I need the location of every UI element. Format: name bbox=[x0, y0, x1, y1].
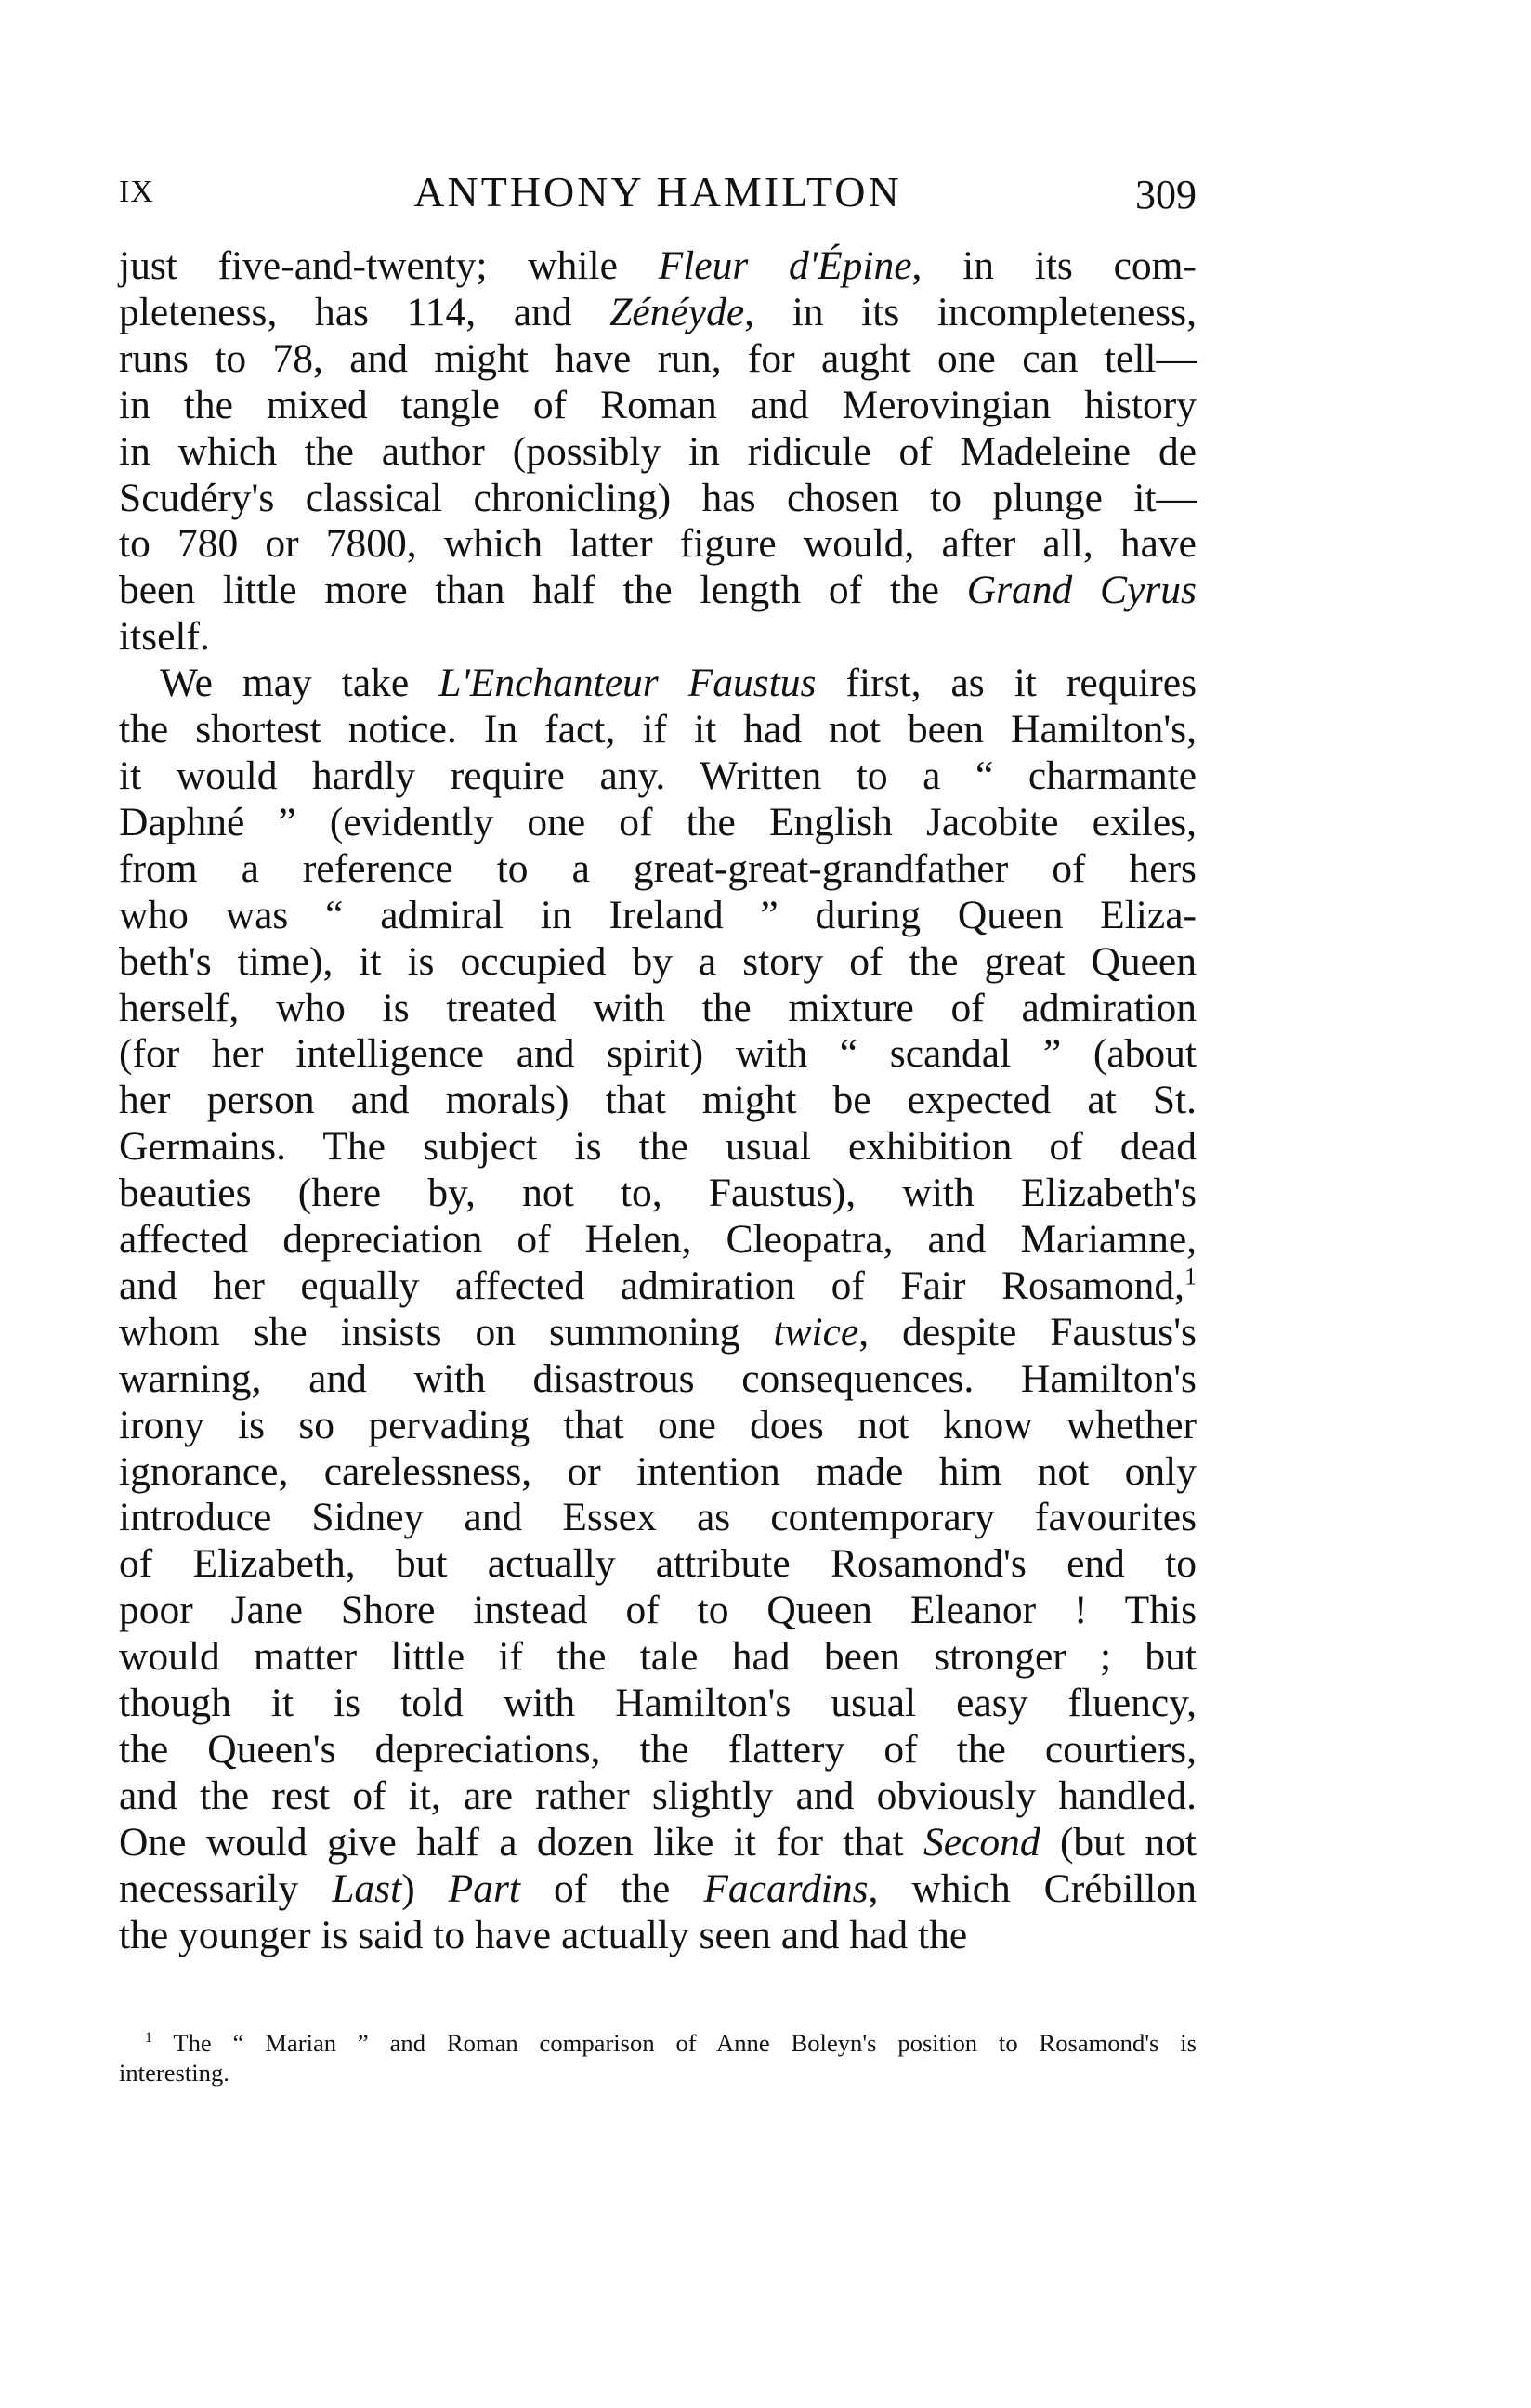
paragraph bbox=[119, 661, 1197, 1958]
text-run: of Elizabeth, but actually attribute Rosamond's end to bbox=[119, 1541, 1197, 1587]
text-run: in the mixed tangle of Roman and Merovingian history bbox=[119, 382, 1197, 427]
paragraph bbox=[119, 243, 1197, 661]
text-line bbox=[119, 568, 1197, 614]
text-line bbox=[119, 1866, 1197, 1913]
text-line bbox=[119, 614, 1197, 661]
text-run: Daphné ” (evidently one of the English Jacobite exiles, bbox=[119, 799, 1197, 844]
text-line bbox=[119, 661, 1197, 707]
text-run: itself. bbox=[119, 614, 210, 660]
text-line bbox=[119, 846, 1197, 893]
footnote-marker: 1 bbox=[1184, 1263, 1197, 1290]
text-run: We may take bbox=[160, 661, 439, 706]
text-run: , in its incompleteness, bbox=[744, 289, 1197, 334]
text-run: the shortest notice. In fact, if it had not been Hamilton's, bbox=[119, 707, 1197, 752]
text-line bbox=[119, 707, 1197, 753]
text-run: to 780 or 7800, which latter figure would, after all, have bbox=[119, 521, 1197, 567]
text-line bbox=[119, 1171, 1197, 1217]
text-run: would matter little if the tale had been stronger ; but bbox=[119, 1634, 1197, 1680]
italic-title: Grand Cyrus bbox=[966, 568, 1197, 613]
text-run: in which the author (possibly in ridicule of Madeleine de bbox=[119, 428, 1197, 474]
text-run: who was “ admiral in Ireland ” during Queen Eliza- bbox=[119, 892, 1197, 937]
text-run: beauties (here by, not to, Faustus), with Elizabeth's bbox=[119, 1171, 1197, 1216]
running-header bbox=[119, 167, 1197, 232]
text-line bbox=[119, 476, 1197, 522]
text-line bbox=[119, 1217, 1197, 1263]
text-run: beth's time), it is occupied by a story of the great Queen bbox=[119, 938, 1197, 984]
text-run: introduce Sidney and Essex as contemporary favourites bbox=[119, 1495, 1197, 1540]
italic-title: Part bbox=[448, 1865, 521, 1911]
text-run: (but not bbox=[1040, 1819, 1197, 1865]
text-run: Scudéry's classical chronicling) has chosen to plunge it— bbox=[119, 475, 1197, 520]
text-line bbox=[119, 939, 1197, 986]
text-run: The “ Marian ” and Roman comparison of Anne Boleyn's position to Rosamond's is bbox=[151, 2029, 1197, 2057]
text-run: first, as it requires bbox=[816, 661, 1197, 706]
italic-title: Second bbox=[923, 1819, 1040, 1865]
text-line bbox=[119, 1681, 1197, 1727]
footnote-line bbox=[119, 2028, 1197, 2058]
text-run: runs to 78, and might have run, for aught one can tell— bbox=[119, 335, 1197, 381]
text-run: and her equally affected admiration of Fair Rosamond, bbox=[119, 1263, 1184, 1308]
italic-title: Last bbox=[332, 1865, 402, 1911]
text-run: herself, who is treated with the mixture of admiration bbox=[119, 985, 1197, 1030]
text-line bbox=[119, 1820, 1197, 1866]
text-run: irony is so pervading that one does not know whether bbox=[119, 1402, 1197, 1447]
text-run: , in its com- bbox=[911, 243, 1197, 288]
text-run: from a reference to a great-great-grandfather of hers bbox=[119, 845, 1197, 891]
text-line bbox=[119, 1495, 1197, 1541]
text-run: poor Jane Shore instead of to Queen Eleanor ! This bbox=[119, 1588, 1197, 1633]
text-line bbox=[119, 1449, 1197, 1496]
running-title: ANTHONY HAMILTON bbox=[413, 168, 902, 216]
text-run: , despite Faustus's bbox=[858, 1309, 1197, 1354]
text-run: ignorance, carelessness, or intention made him not only bbox=[119, 1448, 1197, 1494]
text-line bbox=[119, 1403, 1197, 1449]
text-run: and the rest of it, are rather slightly and obviously handled. bbox=[119, 1773, 1197, 1818]
text-run: warning, and with disastrous consequences. Hamilton's bbox=[119, 1355, 1197, 1401]
text-line bbox=[119, 753, 1197, 800]
text-line bbox=[119, 1124, 1197, 1171]
text-line bbox=[119, 521, 1197, 568]
text-run: though it is told with Hamilton's usual easy fluency, bbox=[119, 1681, 1197, 1726]
text-run: it would hardly require any. Written to a “ charmante bbox=[119, 752, 1197, 798]
text-line bbox=[119, 1078, 1197, 1124]
text-line bbox=[119, 893, 1197, 939]
text-line bbox=[119, 1634, 1197, 1681]
text-run: , which Crébillon bbox=[868, 1865, 1197, 1911]
text-run: her person and morals) that might be expected at St. bbox=[119, 1078, 1197, 1123]
text-run: One would give half a dozen like it for that bbox=[119, 1819, 923, 1865]
text-line bbox=[119, 1773, 1197, 1820]
italic-title: Zénéyde bbox=[609, 289, 745, 334]
main-text bbox=[119, 243, 1197, 1959]
text-line bbox=[119, 243, 1197, 290]
italic-title: L'Enchanteur Faustus bbox=[438, 661, 817, 706]
text-line bbox=[119, 383, 1197, 429]
text-line bbox=[119, 1727, 1197, 1773]
text-run: pleteness, has 114, and bbox=[119, 289, 610, 334]
text-line bbox=[119, 1588, 1197, 1634]
text-run: Germains. The subject is the usual exhibition of dead bbox=[119, 1124, 1197, 1170]
text-line bbox=[119, 1310, 1197, 1356]
text-line bbox=[119, 1541, 1197, 1588]
text-line bbox=[119, 429, 1197, 476]
text-run: ) bbox=[401, 1865, 449, 1911]
text-line bbox=[119, 800, 1197, 846]
text-run: been little more than half the length of the bbox=[119, 568, 967, 613]
text-run: interesting. bbox=[119, 2059, 229, 2087]
text-run: the Queen's depreciations, the flattery of the courtiers, bbox=[119, 1727, 1197, 1772]
text-run: of the bbox=[520, 1865, 704, 1911]
page-number: 309 bbox=[1135, 172, 1197, 217]
text-line bbox=[119, 336, 1197, 383]
text-line bbox=[119, 1031, 1197, 1078]
text-line bbox=[119, 1913, 1197, 1959]
text-run: (for her intelligence and spirit) with “ scandal ” (about bbox=[119, 1031, 1197, 1077]
italic-title: twice bbox=[773, 1309, 859, 1354]
footnote-line bbox=[119, 2058, 1197, 2087]
text-line bbox=[119, 1356, 1197, 1403]
text-run: the younger is said to have actually seen and had the bbox=[119, 1912, 968, 1957]
text-line bbox=[119, 986, 1197, 1032]
italic-title: Fleur d'Épine bbox=[658, 243, 912, 288]
text-run: whom she insists on summoning bbox=[119, 1309, 774, 1354]
text-run: affected depreciation of Helen, Cleopatra, and Mariamne, bbox=[119, 1217, 1197, 1263]
footnote-marker: 1 bbox=[145, 2030, 152, 2047]
chapter-number: IX bbox=[119, 175, 154, 209]
text-run: just five-and-twenty; while bbox=[119, 243, 659, 288]
text-line bbox=[119, 290, 1197, 336]
footnote bbox=[119, 2028, 1197, 2087]
text-line bbox=[119, 1263, 1197, 1310]
italic-title: Facardins bbox=[703, 1865, 869, 1911]
text-run: necessarily bbox=[119, 1865, 333, 1911]
